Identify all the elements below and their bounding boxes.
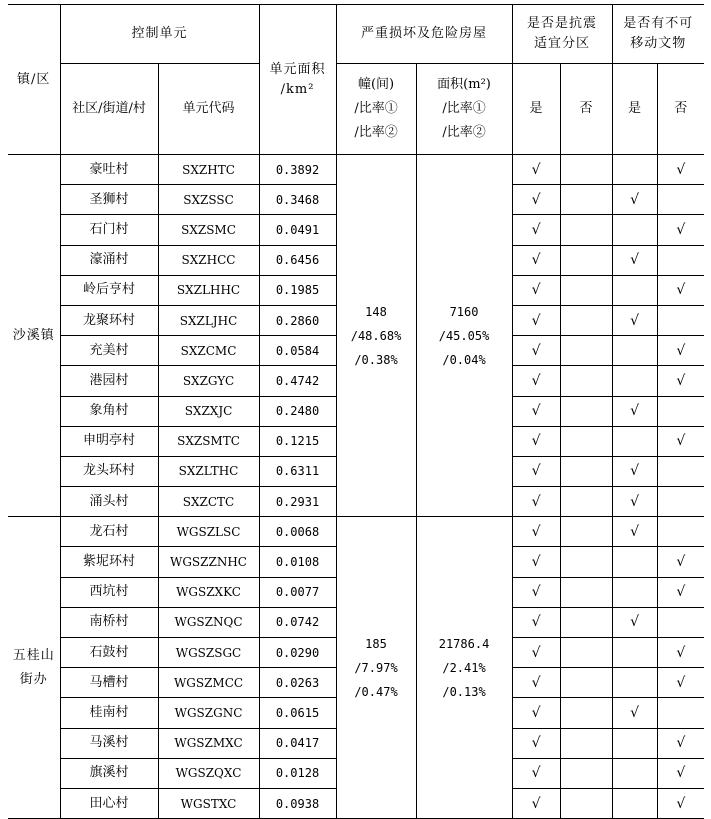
header-seismic-line1: 是否是抗震 <box>527 16 598 31</box>
community-name: 濠涌村 <box>60 245 158 275</box>
relics-yes-cell <box>612 668 657 698</box>
relics-no-cell <box>657 547 704 577</box>
unit-area: 0.0263 <box>259 668 336 698</box>
check-mark: √ <box>531 554 541 571</box>
community-name: 南桥村 <box>60 607 158 637</box>
unit-area: 0.2931 <box>259 487 336 517</box>
table-body <box>8 155 704 819</box>
unit-code: SXZLTHC <box>158 456 259 486</box>
community-name: 象角村 <box>60 396 158 426</box>
check-mark: √ <box>531 433 541 450</box>
town-name-line: 街办 <box>19 671 48 687</box>
check-mark: √ <box>676 282 686 299</box>
check-mark: √ <box>531 312 541 329</box>
relics-no-cell <box>657 366 704 396</box>
header-seismic-no: 否 <box>560 64 612 155</box>
unit-area: 0.0077 <box>259 577 336 607</box>
seismic-no-cell <box>560 456 612 486</box>
building-area-line: /0.04% <box>442 352 486 367</box>
town-cell <box>8 517 60 819</box>
unit-area: 0.2480 <box>259 396 336 426</box>
header-seismic <box>512 5 612 64</box>
relics-no-cell <box>657 487 704 517</box>
header-seismic-line2: 适宜分区 <box>534 36 591 51</box>
seismic-no-cell <box>560 698 612 728</box>
unit-code: WGSTXC <box>158 788 259 818</box>
community-name: 岭后亨村 <box>60 275 158 305</box>
unit-area: 0.1985 <box>259 275 336 305</box>
seismic-no-cell <box>560 275 612 305</box>
check-mark: √ <box>531 372 541 389</box>
header-unit-area-line2: /km² <box>280 81 315 97</box>
seismic-no-cell <box>560 577 612 607</box>
unit-area: 0.0742 <box>259 607 336 637</box>
header-seismic-yes: 是 <box>512 64 560 155</box>
building-area-cell <box>416 155 512 517</box>
table-row <box>8 517 704 547</box>
unit-code: SXZSSC <box>158 185 259 215</box>
unit-code: SXZCMC <box>158 336 259 366</box>
header-relics-line1: 是否有不可 <box>623 16 694 31</box>
community-name: 田心村 <box>60 788 158 818</box>
seismic-yes-cell <box>512 758 560 788</box>
check-mark: √ <box>531 252 541 269</box>
seismic-yes-cell <box>512 668 560 698</box>
unit-code: WGSZXKC <box>158 577 259 607</box>
relics-no-cell <box>657 185 704 215</box>
check-mark: √ <box>676 644 686 661</box>
unit-area: 0.0290 <box>259 638 336 668</box>
header-relics-line2: 移动文物 <box>630 36 687 51</box>
seismic-yes-cell <box>512 577 560 607</box>
check-mark: √ <box>531 463 541 480</box>
relics-yes-cell <box>612 366 657 396</box>
community-name: 石鼓村 <box>60 638 158 668</box>
relics-yes-cell <box>612 517 657 547</box>
seismic-yes-cell <box>512 456 560 486</box>
check-mark: √ <box>531 221 541 238</box>
relics-yes-cell <box>612 245 657 275</box>
check-mark: √ <box>676 674 686 691</box>
seismic-no-cell <box>560 547 612 577</box>
relics-yes-cell <box>612 577 657 607</box>
unit-area: 0.2860 <box>259 305 336 335</box>
relics-no-cell <box>657 396 704 426</box>
data-table <box>8 4 704 819</box>
unit-code: SXZSMTC <box>158 426 259 456</box>
data-table-container <box>8 4 704 819</box>
seismic-no-cell <box>560 607 612 637</box>
seismic-no-cell <box>560 426 612 456</box>
check-mark: √ <box>630 463 639 480</box>
unit-area: 0.0615 <box>259 698 336 728</box>
relics-yes-cell <box>612 487 657 517</box>
check-mark: √ <box>630 493 639 510</box>
seismic-yes-cell <box>512 245 560 275</box>
check-mark: √ <box>676 765 686 782</box>
building-count-cell <box>336 517 416 819</box>
unit-area: 0.0108 <box>259 547 336 577</box>
seismic-no-cell <box>560 487 612 517</box>
unit-area: 0.0584 <box>259 336 336 366</box>
unit-area: 0.0491 <box>259 215 336 245</box>
seismic-yes-cell <box>512 396 560 426</box>
building-count-line: /48.68% <box>350 328 402 343</box>
community-name: 西坑村 <box>60 577 158 607</box>
relics-no-cell <box>657 607 704 637</box>
relics-yes-cell <box>612 275 657 305</box>
relics-no-cell <box>657 758 704 788</box>
check-mark: √ <box>630 614 639 631</box>
relics-yes-cell <box>612 305 657 335</box>
building-count-line: /0.38% <box>354 352 398 367</box>
check-mark: √ <box>676 372 686 389</box>
check-mark: √ <box>676 735 686 752</box>
header-building-area-line2: /比率① <box>442 101 486 116</box>
seismic-no-cell <box>560 336 612 366</box>
check-mark: √ <box>531 674 541 691</box>
community-name: 龙头环村 <box>60 456 158 486</box>
header-town: 镇/区 <box>8 5 60 155</box>
unit-code: SXZCTC <box>158 487 259 517</box>
building-area-line: /45.05% <box>438 328 490 343</box>
unit-code: SXZHCC <box>158 245 259 275</box>
unit-area: 0.0068 <box>259 517 336 547</box>
seismic-no-cell <box>560 155 612 185</box>
relics-no-cell <box>657 788 704 818</box>
seismic-yes-cell <box>512 305 560 335</box>
unit-area: 0.4742 <box>259 366 336 396</box>
header-relics-no: 否 <box>657 64 704 155</box>
relics-no-cell <box>657 698 704 728</box>
town-name-line: 沙溪镇 <box>12 327 55 343</box>
community-name: 申明亭村 <box>60 426 158 456</box>
community-name: 石门村 <box>60 215 158 245</box>
town-cell <box>8 155 60 517</box>
header-building-count-line2: /比率① <box>354 101 398 116</box>
relics-no-cell <box>657 728 704 758</box>
header-damaged-buildings: 严重损坏及危险房屋 <box>336 5 512 64</box>
check-mark: √ <box>676 433 686 450</box>
community-name: 马槽村 <box>60 668 158 698</box>
seismic-no-cell <box>560 668 612 698</box>
header-building-count <box>336 64 416 155</box>
seismic-no-cell <box>560 638 612 668</box>
check-mark: √ <box>531 765 541 782</box>
relics-yes-cell <box>612 638 657 668</box>
community-name: 港园村 <box>60 366 158 396</box>
relics-no-cell <box>657 456 704 486</box>
building-area-line: /0.13% <box>442 684 486 699</box>
check-mark: √ <box>676 584 686 601</box>
check-mark: √ <box>630 191 639 208</box>
seismic-no-cell <box>560 245 612 275</box>
seismic-yes-cell <box>512 517 560 547</box>
check-mark: √ <box>531 282 541 299</box>
building-area-line: /2.41% <box>442 660 486 675</box>
unit-code: WGSZGNC <box>158 698 259 728</box>
relics-no-cell <box>657 275 704 305</box>
seismic-yes-cell <box>512 638 560 668</box>
unit-area: 0.0938 <box>259 788 336 818</box>
relics-yes-cell <box>612 788 657 818</box>
unit-code: WGSZQXC <box>158 758 259 788</box>
seismic-no-cell <box>560 215 612 245</box>
community-name: 充美村 <box>60 336 158 366</box>
unit-code: WGSZZNHC <box>158 547 259 577</box>
check-mark: √ <box>531 493 541 510</box>
check-mark: √ <box>531 523 541 540</box>
unit-code: WGSZLSC <box>158 517 259 547</box>
check-mark: √ <box>676 342 686 359</box>
seismic-yes-cell <box>512 788 560 818</box>
relics-no-cell <box>657 638 704 668</box>
header-community: 社区/街道/村 <box>60 64 158 155</box>
header-relics-yes: 是 <box>612 64 657 155</box>
check-mark: √ <box>630 704 639 721</box>
building-count-line: 185 <box>365 636 387 651</box>
header-control-unit: 控制单元 <box>60 5 259 64</box>
unit-code: WGSZMCC <box>158 668 259 698</box>
community-name: 龙石村 <box>60 517 158 547</box>
seismic-yes-cell <box>512 366 560 396</box>
community-name: 龙聚环村 <box>60 305 158 335</box>
building-area-line: 7160 <box>449 304 479 319</box>
seismic-no-cell <box>560 396 612 426</box>
unit-area: 0.3468 <box>259 185 336 215</box>
check-mark: √ <box>531 795 541 812</box>
seismic-no-cell <box>560 366 612 396</box>
check-mark: √ <box>630 252 639 269</box>
community-name: 涌头村 <box>60 487 158 517</box>
building-count-line: /7.97% <box>354 660 398 675</box>
building-area-line: 21786.4 <box>438 636 490 651</box>
unit-area: 0.6311 <box>259 456 336 486</box>
unit-code: SXZLHHC <box>158 275 259 305</box>
unit-code: WGSZNQC <box>158 607 259 637</box>
header-building-count-line3: /比率② <box>354 125 398 140</box>
check-mark: √ <box>676 795 686 812</box>
header-relics <box>612 5 704 64</box>
relics-yes-cell <box>612 547 657 577</box>
check-mark: √ <box>676 554 686 571</box>
relics-no-cell <box>657 336 704 366</box>
header-building-area-line3: /比率② <box>442 125 486 140</box>
header-building-area-line1: 面积(m²) <box>437 77 491 92</box>
check-mark: √ <box>531 191 541 208</box>
seismic-no-cell <box>560 758 612 788</box>
unit-area: 0.3892 <box>259 155 336 185</box>
unit-area: 0.0128 <box>259 758 336 788</box>
check-mark: √ <box>630 403 639 420</box>
relics-yes-cell <box>612 215 657 245</box>
relics-yes-cell <box>612 396 657 426</box>
table-row <box>8 155 704 185</box>
check-mark: √ <box>531 704 541 721</box>
header-building-count-line1: 幢(间) <box>357 77 395 92</box>
unit-code: WGSZMXC <box>158 728 259 758</box>
relics-no-cell <box>657 426 704 456</box>
community-name: 旗溪村 <box>60 758 158 788</box>
seismic-no-cell <box>560 728 612 758</box>
relics-yes-cell <box>612 728 657 758</box>
relics-no-cell <box>657 517 704 547</box>
seismic-no-cell <box>560 185 612 215</box>
seismic-yes-cell <box>512 487 560 517</box>
unit-area: 0.1215 <box>259 426 336 456</box>
check-mark: √ <box>676 221 686 238</box>
relics-yes-cell <box>612 336 657 366</box>
unit-area: 0.0417 <box>259 728 336 758</box>
relics-no-cell <box>657 305 704 335</box>
relics-yes-cell <box>612 426 657 456</box>
community-name: 豪吐村 <box>60 155 158 185</box>
relics-yes-cell <box>612 155 657 185</box>
seismic-yes-cell <box>512 185 560 215</box>
seismic-yes-cell <box>512 698 560 728</box>
check-mark: √ <box>630 312 639 329</box>
community-name: 马溪村 <box>60 728 158 758</box>
header-unit-area-line1: 单元面积 <box>269 61 326 77</box>
check-mark: √ <box>630 523 639 540</box>
unit-code: SXZXJC <box>158 396 259 426</box>
building-count-line: 148 <box>365 304 387 319</box>
relics-yes-cell <box>612 758 657 788</box>
seismic-no-cell <box>560 305 612 335</box>
seismic-yes-cell <box>512 426 560 456</box>
unit-code: SXZGYC <box>158 366 259 396</box>
relics-no-cell <box>657 668 704 698</box>
check-mark: √ <box>676 161 686 178</box>
seismic-yes-cell <box>512 607 560 637</box>
relics-yes-cell <box>612 698 657 728</box>
seismic-yes-cell <box>512 336 560 366</box>
building-count-line: /0.47% <box>354 684 398 699</box>
check-mark: √ <box>531 735 541 752</box>
check-mark: √ <box>531 161 541 178</box>
header-unit-area <box>259 5 336 155</box>
relics-yes-cell <box>612 185 657 215</box>
community-name: 桂南村 <box>60 698 158 728</box>
building-area-cell <box>416 517 512 819</box>
town-name-line: 五桂山 <box>12 647 55 663</box>
unit-code: SXZSMC <box>158 215 259 245</box>
check-mark: √ <box>531 644 541 661</box>
check-mark: √ <box>531 584 541 601</box>
check-mark: √ <box>531 403 541 420</box>
unit-code: WGSZSGC <box>158 638 259 668</box>
relics-no-cell <box>657 245 704 275</box>
check-mark: √ <box>531 614 541 631</box>
relics-no-cell <box>657 155 704 185</box>
seismic-yes-cell <box>512 728 560 758</box>
seismic-yes-cell <box>512 155 560 185</box>
unit-area: 0.6456 <box>259 245 336 275</box>
relics-no-cell <box>657 577 704 607</box>
table-header <box>8 5 704 155</box>
relics-no-cell <box>657 215 704 245</box>
relics-yes-cell <box>612 456 657 486</box>
relics-yes-cell <box>612 607 657 637</box>
building-count-cell <box>336 155 416 517</box>
community-name: 圣狮村 <box>60 185 158 215</box>
seismic-yes-cell <box>512 275 560 305</box>
unit-code: SXZHTC <box>158 155 259 185</box>
community-name: 紫坭环村 <box>60 547 158 577</box>
seismic-yes-cell <box>512 215 560 245</box>
check-mark: √ <box>531 342 541 359</box>
header-building-area <box>416 64 512 155</box>
unit-code: SXZLJHC <box>158 305 259 335</box>
seismic-yes-cell <box>512 547 560 577</box>
seismic-no-cell <box>560 788 612 818</box>
seismic-no-cell <box>560 517 612 547</box>
header-unit-code: 单元代码 <box>158 64 259 155</box>
